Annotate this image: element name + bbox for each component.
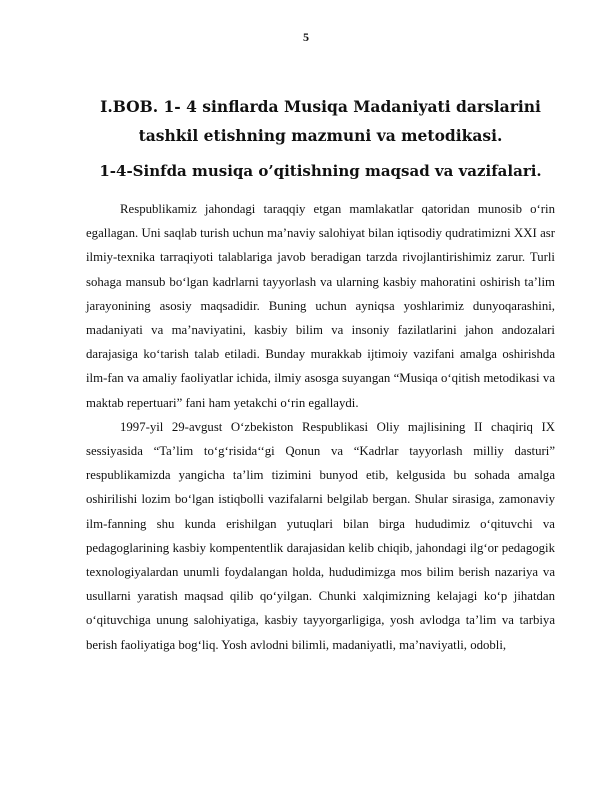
paragraph-2: 1997-yil 29-avgust O‘zbekiston Respublikasi Oliy majlisining II chaqiriq IX sessiyasida “Ta’lim to‘g‘risida‘‘gi Qonun va “Kadrlar tayyorlash milliy dasturi” respublikamizda yangicha ta’lim tizimini bunyod etib, kelgusida bu sohada amalga oshirilishi lozim bo‘lgan istiqbolli vazifalarni belgilab bergan. Shular sirasiga, zamonaviy ilm-fanning shu kunda erishilgan yutuqlari bilan birga hududimiz o‘qituvchi va pedagoglarining kasbiy kompententlik darajasidan kelib chiqib, jahondagi ilg‘or pedagogik texnologiyalardan unumli foydalangan holda, hududimizga mos bilim berish nazariya va usullarni yaratish maqsad qilib qo‘yilgan. Chunki xalqimizning kelajagi ko‘p jihatdan o‘qituvchiga unung salohiyatiga, kasbiy tayyorgarligiga, yosh avlodga ta’lim va tarbiya berish faoliyatiga bog‘liq. Yosh avlodni bilimli, madaniyatli, ma’naviyatli, odobli,	[86, 419, 555, 652]
paragraph-1: Respublikamiz jahondagi taraqqiy etgan mamlakatlar qatoridan munosib o‘rin egallagan. Uni saqlab turish uchun ma’naviy salohiyat bilan iqtisodiy qudratimizni XXI asr ilmiy-texnika tarraqiyoti talablariga javob beradigan tarzda rivojlantirishimiz zarur. Turli sohaga mansub bo‘lgan kadrlarni tayyorlash va ularning kasbiy mahoratini oshirish ta’lim jarayonining asosiy maqsadidir. Buning uchun ayniqsa yoshlarimiz dunyoqarashini, madaniyati va ma’naviyatini, kasbiy bilim va insoniy fazilatlarini jahon andozalari darajasiga ko‘tarish talab etiladi. Bunday murakkab ijtimoiy vazifani amalga oshirishda ilm-fan va amaliy faoliyatlar ichida, ilmiy asosga suyangan “Musiqa o‘qitish metodikasi va maktab repertuari” fani ham yetakchi o‘rin egallaydi.	[86, 202, 555, 410]
chapter-title-line-2: tashkil etishning mazmuni va metodikasi.	[138, 126, 503, 145]
page-number: 5	[303, 30, 309, 44]
section-title: 1-4-Sinfda musiqa o’qitishning maqsad va vazifalari.	[99, 162, 542, 180]
chapter-title	[86, 92, 555, 150]
chapter-title-line-1: I.BOB. 1- 4 sinflarda Musiqa Madaniyati darslarini	[100, 97, 541, 116]
body-text	[86, 197, 555, 657]
